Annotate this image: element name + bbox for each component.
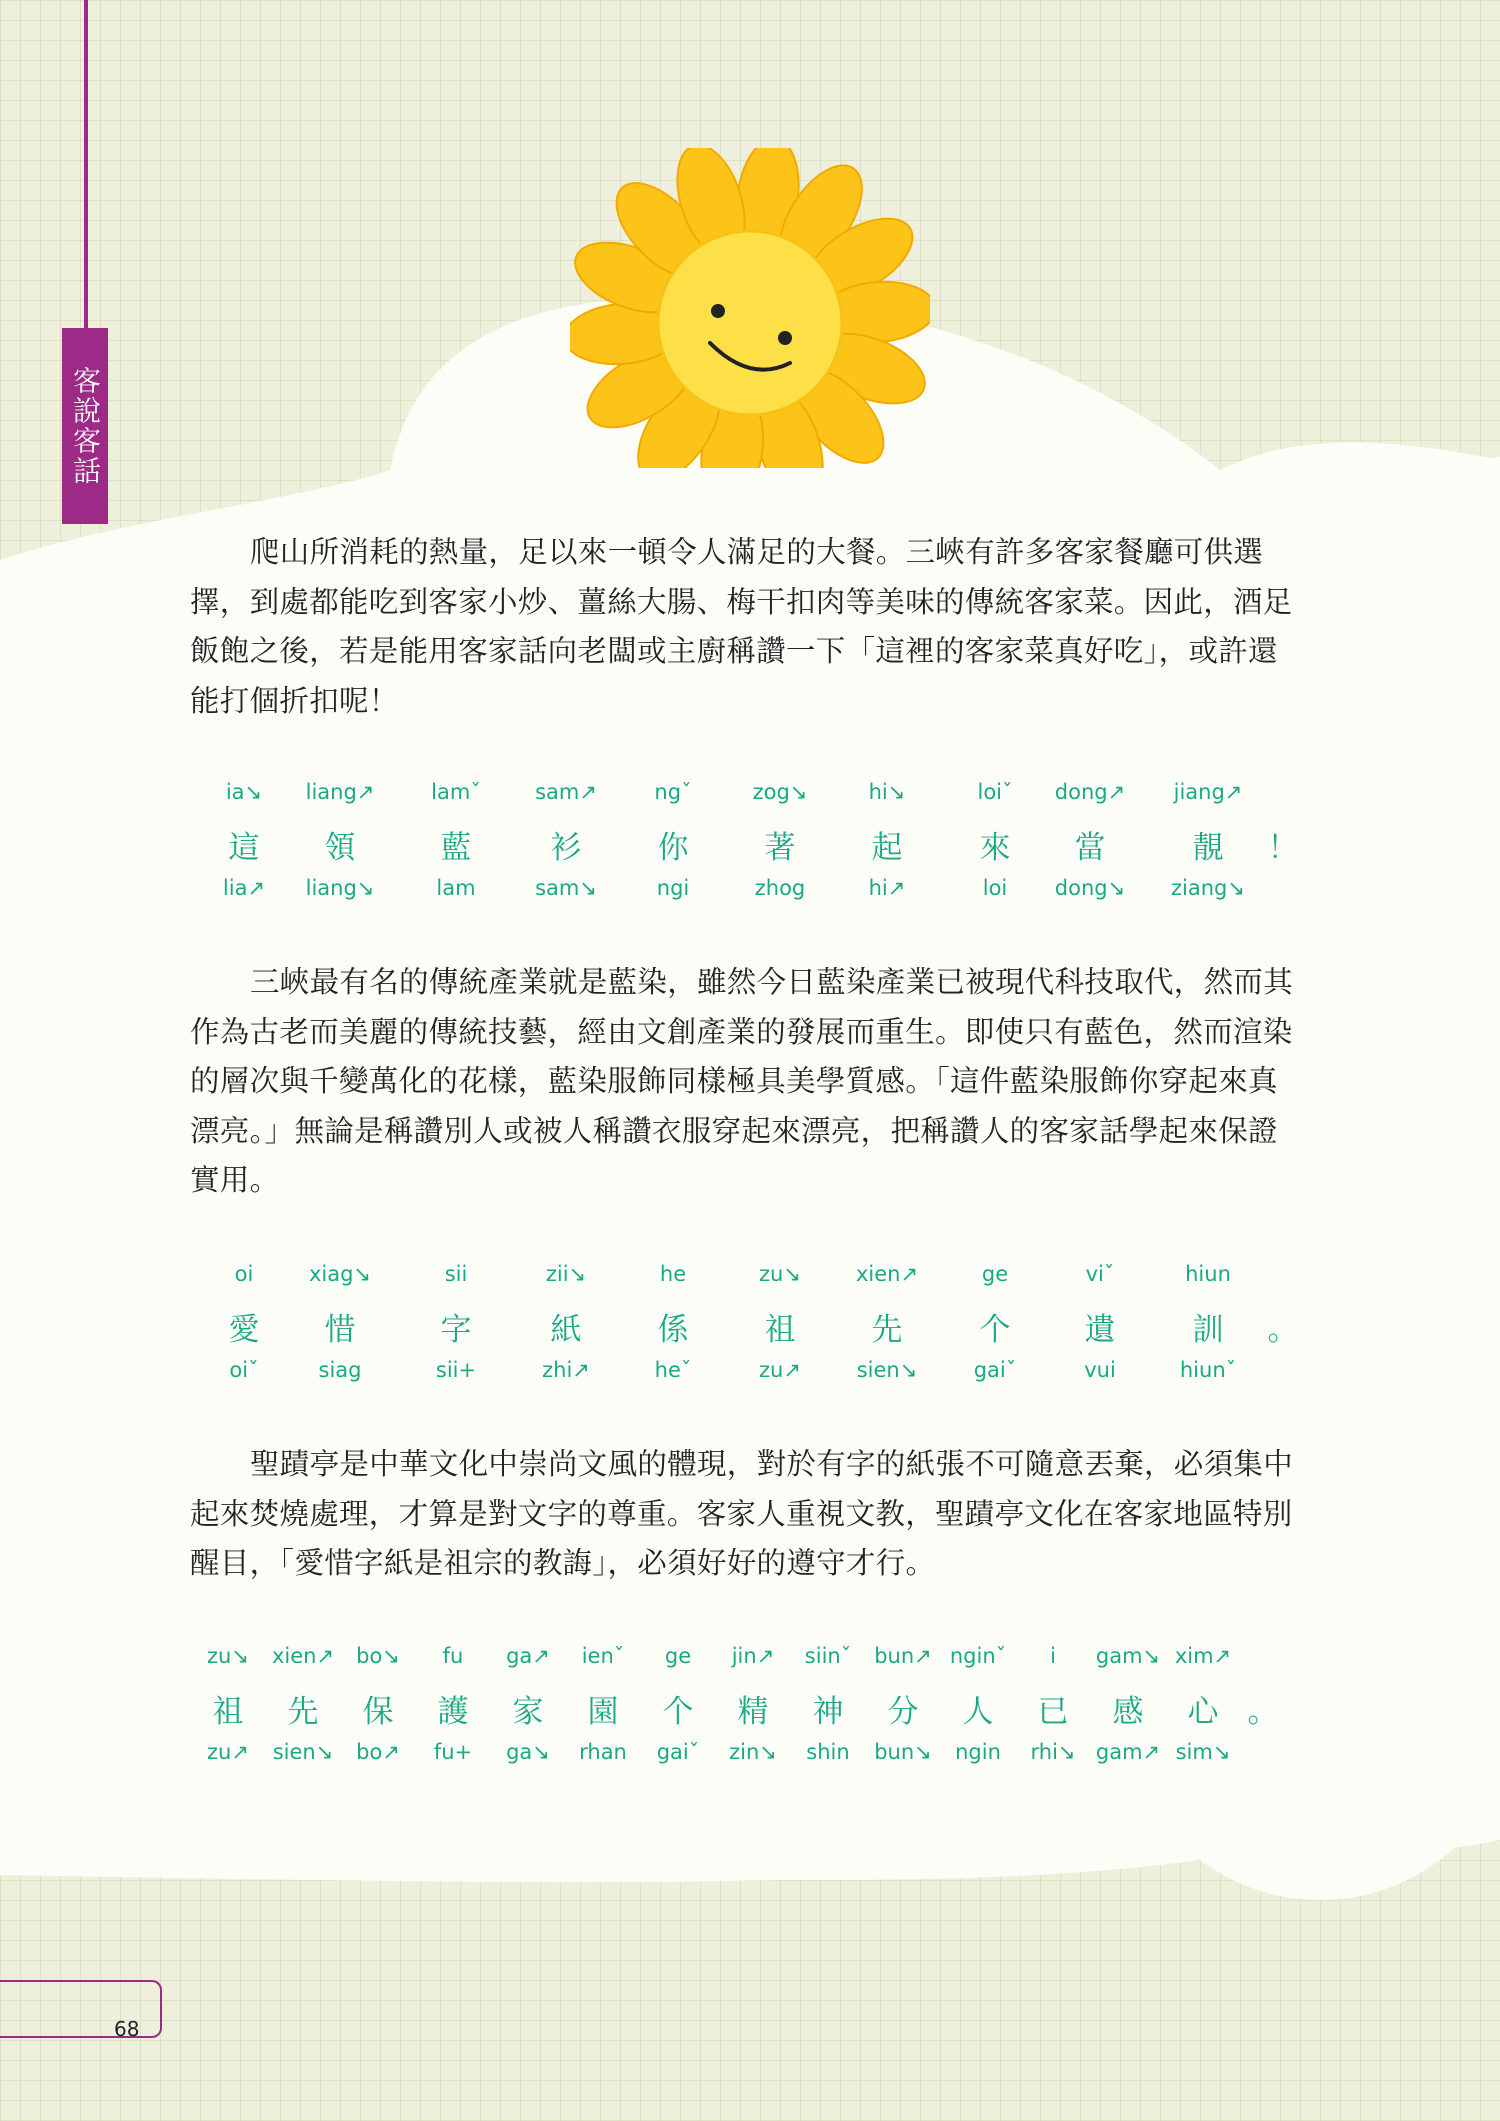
hakka-character: 神 <box>812 1694 844 1730</box>
romanization-bottom: bun↘ <box>874 1740 932 1764</box>
romanization-bottom: gaiˇ <box>973 1358 1017 1382</box>
romanization-bottom: sii+ <box>435 1358 477 1382</box>
hakka-character: 遺 <box>1084 1312 1116 1348</box>
romanization-bottom: oiˇ <box>229 1358 259 1382</box>
romanization-top: jin↗ <box>731 1644 775 1668</box>
hakka-character: 護 <box>437 1694 469 1730</box>
hakka-character: 衫 <box>550 830 582 866</box>
paragraph-pavilion: 聖蹟亭是中華文化中崇尚文風的體現，對於有字的紙張不可隨意丟棄，必須集中起來焚燒處理，才算是對文字的尊重。客家人重視文教，聖蹟亭文化在客家地區特別醒目，「愛惜字紙是祖宗的教誨」，必須好好的遵守才行。 <box>190 1447 1294 1580</box>
hakka-character: 藍 <box>440 830 472 866</box>
romanization-bottom: zin↘ <box>729 1740 777 1764</box>
romanization-bottom: sien↘ <box>856 1358 918 1382</box>
hakka-character: 來 <box>979 830 1011 866</box>
hakka-character: 愛 <box>228 1312 260 1348</box>
hakka-character: ！ <box>1267 830 1299 866</box>
romanization-bottom: siag <box>318 1358 362 1382</box>
section-tab: 客說客話 <box>62 328 108 524</box>
romanization-bottom: ngi <box>656 876 690 900</box>
hakka-character: 家 <box>512 1694 544 1730</box>
romanization-top: zog↘ <box>752 780 808 804</box>
romanization-bottom: rhi↘ <box>1030 1740 1076 1764</box>
romanization-top: nginˇ <box>949 1644 1007 1668</box>
romanization-bottom: zhi↗ <box>542 1358 590 1382</box>
hakka-character: 起 <box>871 830 903 866</box>
romanization-top: he <box>659 1262 687 1286</box>
hakka-character: 精 <box>737 1694 769 1730</box>
romanization-top: zu↘ <box>759 1262 801 1286</box>
hakka-character: 心 <box>1187 1694 1219 1730</box>
romanization-top: zii↘ <box>545 1262 587 1286</box>
romanization-bottom: hiunˇ <box>1179 1358 1237 1382</box>
romanization-top: liang↗ <box>305 780 375 804</box>
romanization-bottom: rhan <box>579 1740 627 1764</box>
page-number: 68 <box>114 2017 140 2041</box>
romanization-top: lamˇ <box>431 780 481 804</box>
romanization-bottom: zu↗ <box>759 1358 801 1382</box>
hakka-character: 這 <box>228 830 260 866</box>
hakka-character: 。 <box>1267 1312 1299 1348</box>
romanization-bottom: lia↗ <box>222 876 266 900</box>
hakka-character: 訓 <box>1192 1312 1224 1348</box>
hakka-character: 人 <box>962 1694 994 1730</box>
romanization-top: sam↗ <box>535 780 597 804</box>
smiling-sun-illustration <box>570 148 930 468</box>
romanization-bottom: ngin <box>955 1740 1001 1764</box>
hakka-character: 靚 <box>1192 830 1224 866</box>
paragraph-indigo-dye: 三峽最有名的傳統產業就是藍染，雖然今日藍染產業已被現代科技取代，然而其作為古老而美麗的傳統技藝，經由文創產業的發展而重生。即使只有藍色，然而渲染的層次與千變萬化的花樣，藍染服飾同樣極具美學質感。「這件藍染服飾你穿起來真漂亮。」無論是稱讚別人或被人稱讚衣服穿起來漂亮，把稱讚人的客家話學起來保證實用。 <box>190 965 1294 1197</box>
romanization-top: hiun <box>1185 1262 1231 1286</box>
hakka-character: 个 <box>662 1694 694 1730</box>
romanization-bottom: shin <box>806 1740 850 1764</box>
romanization-top: xim↗ <box>1174 1644 1232 1668</box>
romanization-top: oi <box>234 1262 254 1286</box>
romanization-bottom: gam↗ <box>1095 1740 1161 1764</box>
romanization-bottom: fu+ <box>433 1740 473 1764</box>
romanization-top: jiang↗ <box>1173 780 1243 804</box>
romanization-top: zu↘ <box>207 1644 249 1668</box>
romanization-top: viˇ <box>1085 1262 1115 1286</box>
romanization-bottom: hi↗ <box>868 876 906 900</box>
romanization-top: hi↘ <box>868 780 906 804</box>
hakka-character: 祖 <box>212 1694 244 1730</box>
hakka-character: 。 <box>1247 1694 1279 1730</box>
romanization-top: xiag↘ <box>308 1262 372 1286</box>
hakka-character: 字 <box>440 1312 472 1348</box>
hakka-character: 个 <box>979 1312 1011 1348</box>
hakka-character: 先 <box>287 1694 319 1730</box>
romanization-top: xien↗ <box>271 1644 335 1668</box>
romanization-top: ga↗ <box>506 1644 550 1668</box>
romanization-top: gam↘ <box>1095 1644 1161 1668</box>
romanization-top: ge <box>664 1644 692 1668</box>
hakka-character: 保 <box>362 1694 394 1730</box>
romanization-bottom: sien↘ <box>272 1740 334 1764</box>
romanization-top: ge <box>981 1262 1009 1286</box>
tab-line <box>84 0 88 330</box>
romanization-bottom: ga↘ <box>506 1740 550 1764</box>
hakka-character: 祖 <box>764 1312 796 1348</box>
romanization-bottom: liang↘ <box>305 876 375 900</box>
hakka-character: 已 <box>1037 1694 1069 1730</box>
romanization-top: ngˇ <box>654 780 692 804</box>
hakka-character: 感 <box>1112 1694 1144 1730</box>
romanization-bottom: bo↗ <box>356 1740 400 1764</box>
romanization-bottom: gaiˇ <box>656 1740 700 1764</box>
romanization-bottom: zhog <box>754 876 806 900</box>
romanization-top: loiˇ <box>977 780 1013 804</box>
romanization-top: siinˇ <box>804 1644 852 1668</box>
hakka-character: 紙 <box>550 1312 582 1348</box>
romanization-bottom: sim↘ <box>1175 1740 1231 1764</box>
romanization-bottom: vui <box>1084 1358 1116 1382</box>
romanization-top: bun↗ <box>874 1644 932 1668</box>
hakka-character: 著 <box>764 830 796 866</box>
hakka-character: 分 <box>887 1694 919 1730</box>
romanization-top: xien↗ <box>855 1262 919 1286</box>
romanization-bottom: loi <box>982 876 1008 900</box>
romanization-top: ia↘ <box>225 780 263 804</box>
romanization-top: fu <box>442 1644 464 1668</box>
romanization-bottom: sam↘ <box>535 876 597 900</box>
romanization-bottom: lam <box>436 876 476 900</box>
romanization-bottom: ziang↘ <box>1171 876 1245 900</box>
romanization-top: i <box>1050 1644 1056 1668</box>
romanization-bottom: dong↘ <box>1054 876 1126 900</box>
romanization-top: ienˇ <box>581 1644 625 1668</box>
hakka-character: 惜 <box>324 1312 356 1348</box>
romanization-bottom: zu↗ <box>207 1740 249 1764</box>
hakka-character: 領 <box>324 830 356 866</box>
paragraph-restaurants: 爬山所消耗的熱量，足以來一頓令人滿足的大餐。三峽有許多客家餐廳可供選擇，到處都能吃到客家小炒、薑絲大腸、梅干扣肉等美味的傳統客家菜。因此，酒足飯飽之後，若是能用客家話向老闆或主廚稱讚一下「這裡的客家菜真好吃」，或許還能打個折扣呢！ <box>190 535 1293 718</box>
romanization-bottom: heˇ <box>654 1358 692 1382</box>
hakka-character: 園 <box>587 1694 619 1730</box>
hakka-character: 當 <box>1074 830 1106 866</box>
hakka-character: 係 <box>657 1312 689 1348</box>
hakka-character: 你 <box>657 830 689 866</box>
romanization-top: sii <box>444 1262 468 1286</box>
hakka-character: 先 <box>871 1312 903 1348</box>
romanization-top: bo↘ <box>356 1644 400 1668</box>
romanization-top: dong↗ <box>1054 780 1126 804</box>
